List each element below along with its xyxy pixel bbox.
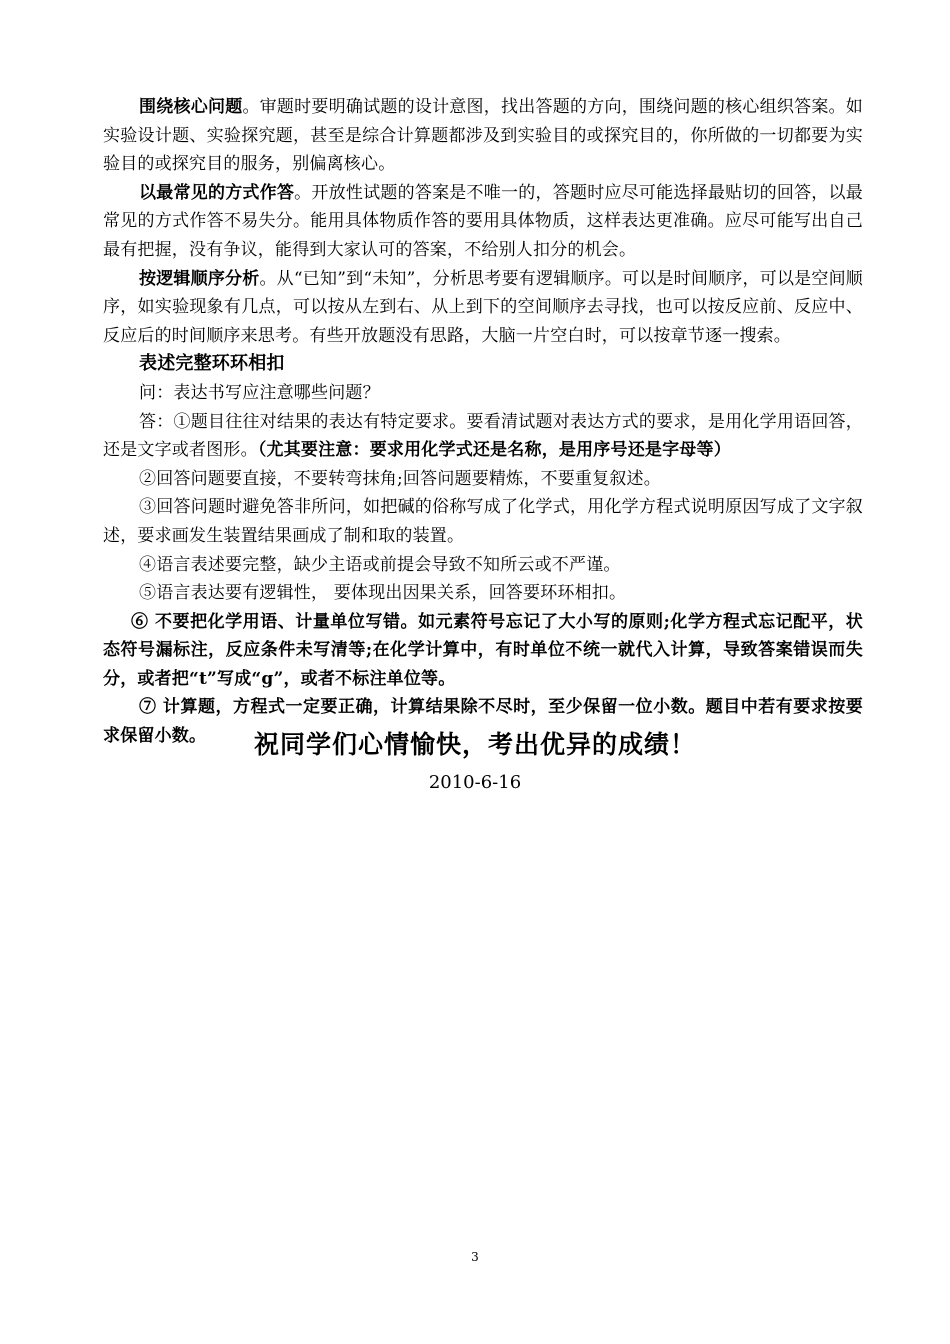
paragraph-title: 围绕核心问题 [139,97,243,117]
document-body [103,93,863,751]
answer-item-2: ②回答问题要直接，不要转弯抹角;回答问题要精炼，不要重复叙述。 [139,468,661,489]
paragraph-title: 以最常见的方式作答 [139,182,295,203]
paragraph-text: 。审题时要明确试题的设计意图，找出答题的方向，围绕问题的核心组织答案。如实验设计题、实验探究题，甚至是综合计算题都涉及到实验目的或探究目的，你所做的一切都要为实验目的或探究目的服务，别偏离核心。 [103,97,863,175]
closing-message: 祝同学们心情愉快，考出优异的成绩！ [253,730,696,759]
answer-item-4: ④语言表述要完整，缺少主语或前提会导致不知所云或不严谨。 [139,554,621,575]
paragraph-text: 。开放性试题的答案是不唯一的，答题时应尽可能选择最贴切的回答，以最常见的方式作答不易失分。能用具体物质作答的要用具体物质，这样表达更准确。应尽可能写出自己最有把握，没有争议，能得到大家认可的答案，不给别人扣分的机会。 [103,182,863,260]
paragraph-core-issue [103,93,863,179]
question-line: 问：表达书写应注意哪些问题？ [139,382,380,403]
paragraph-text: 。从“已知”到“未知”，分析思考要有逻辑顺序。可以是时间顺序，可以是空间顺序，如实验现象有几点，可以按从左到右、从上到下的空间顺序去寻找，也可以按反应前、反应中、反应后的时间顺序来思考。有些开放题没有思路，大脑一片空白时，可以按章节逐一搜索。 [103,268,863,346]
answer-item-3: ③回答问题时避免答非所问，如把碱的俗称写成了化学式，用化学方程式说明原因写成了文字叙述，要求画发生装置结果画成了制和取的装置。 [103,497,863,546]
answer-emphasis: （尤其要注意：要求用化学式还是名称，是用序号还是字母等） [257,440,731,461]
document-date: 2010-6-16 [428,772,522,793]
answer-item-7: ⑦ 计算题，方程式一定要正确，计算结果除不尽时，至少保留一位小数。题目中若有要求按要求保留小数。 [103,697,863,747]
page-number: 3 [471,1250,479,1264]
answer-item-6: ⑥ 不要把化学用语、计量单位写错。如元素符号忘记了大小写的原则;化学方程式忘记配平，状态符号漏标注，反应条件未写清等;在化学计算中，有时单位不统一就代入计算，导致答案错误而失分，或者把“t”写成“g”，或者不标注单位等。 [103,611,863,689]
paragraph-logical-order [103,265,863,351]
paragraph-common-answer [103,179,863,265]
answer-text: 答：①题目往往对结果的表达有特定要求。要看清试题对表达方式的要求，是用化学用语回答，还是文字或者图形。 [103,411,863,461]
section-heading: 表述完整环环相扣 [139,353,285,375]
answer-item-5: ⑤语言表达要有逻辑性， 要体现出因果关系，回答要环环相扣。 [139,583,627,604]
paragraph-title: 按逻辑顺序分析 [139,268,260,289]
answer-item-1 [103,408,863,465]
